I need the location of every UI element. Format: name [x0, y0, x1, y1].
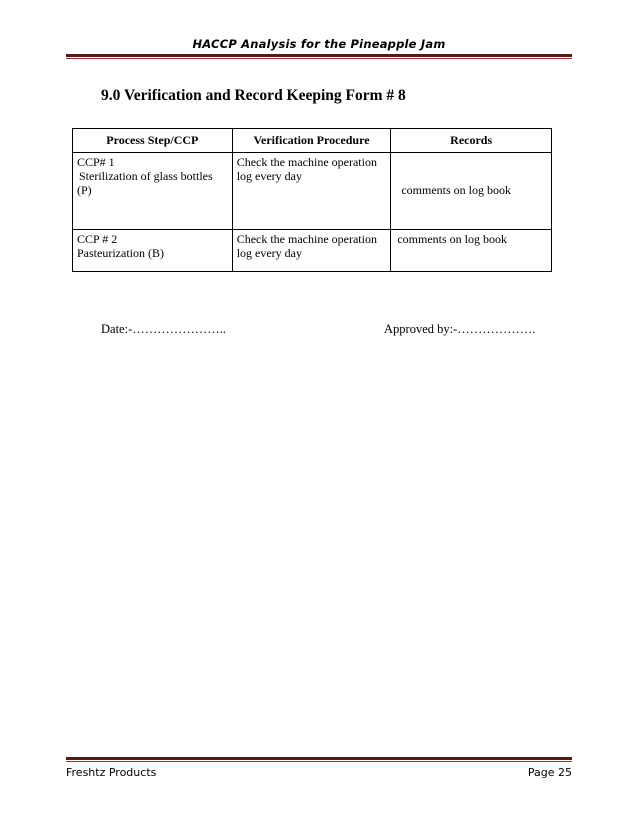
cell-records — [391, 230, 552, 272]
section-heading: 9.0 Verification and Record Keeping Form # 8 — [101, 87, 406, 104]
cell-verification-procedure — [232, 153, 391, 230]
process-step-name: Sterilization of glass bottles — [79, 169, 213, 183]
cell-process-step — [73, 230, 233, 272]
process-step-name: Pasteurization (B) — [77, 246, 164, 260]
cell-verification-procedure — [232, 230, 391, 272]
ccp-number: CCP # 2 — [77, 232, 118, 246]
page-header-title: HACCP Analysis for the Pineapple Jam — [192, 37, 446, 51]
footer-rule-thin — [66, 761, 572, 762]
footer-company: Freshtz Products — [66, 766, 157, 779]
cell-process-step — [73, 153, 233, 230]
cell-records — [391, 153, 552, 230]
records-text: comments on log book — [401, 183, 511, 197]
records-text: comments on log book — [397, 232, 507, 246]
date-signature-line: Date:-………………….. — [101, 322, 226, 336]
verification-form-table — [72, 128, 552, 272]
table-row — [73, 153, 552, 230]
footer-rule — [66, 757, 572, 760]
approved-by-signature-line: Approved by:-………………. — [384, 322, 536, 336]
column-header-records: Records — [391, 129, 552, 153]
footer-page-number: Page 25 — [527, 766, 572, 779]
header-rule-thin — [66, 58, 572, 59]
procedure-text: Check the machine operation log every day — [236, 155, 377, 183]
hazard-type: (P) — [77, 183, 92, 197]
column-header-verification-procedure: Verification Procedure — [232, 129, 391, 153]
header-rule — [66, 54, 572, 57]
table-row — [73, 230, 552, 272]
table-header-row — [73, 129, 552, 153]
procedure-text: Check the machine operation log every day — [236, 232, 377, 260]
column-header-process-step: Process Step/CCP — [73, 129, 233, 153]
ccp-number: CCP# 1 — [77, 155, 115, 169]
